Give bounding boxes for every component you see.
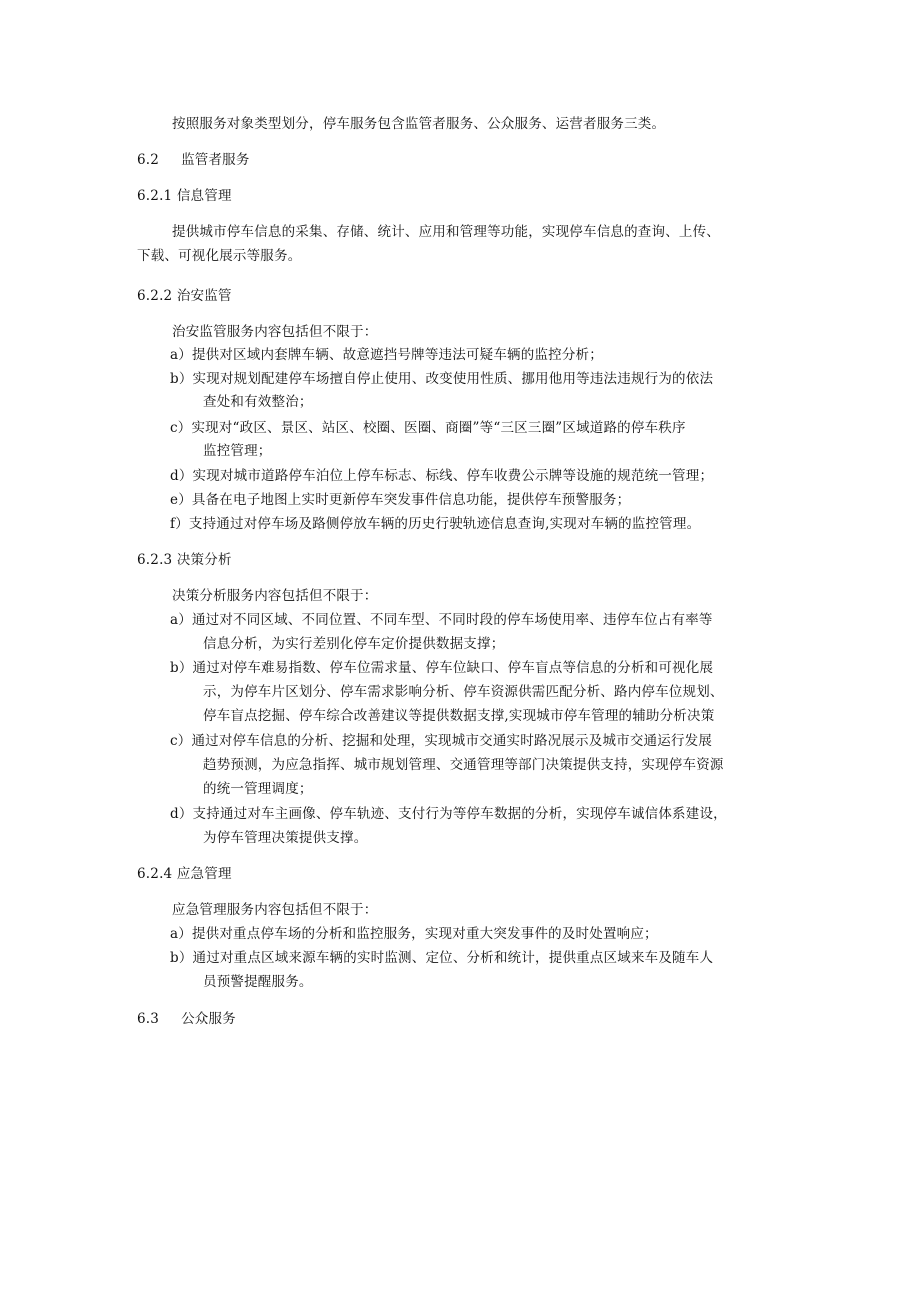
section-6-3-heading — [137, 1009, 236, 1029]
section-number: 6.3 — [137, 1011, 160, 1027]
intro-paragraph: 按照服务对象类型划分，停车服务包含监管者服务、公众服务、运营者服务三类。 — [172, 116, 666, 132]
section-6-2-3-heading: 6.2.3 决策分析 — [137, 552, 232, 568]
section-6-2-2-heading: 6.2.2 治安监管 — [137, 288, 232, 304]
section-6-2-1-heading: 6.2.1 信息管理 — [137, 188, 232, 204]
list-item: f）支持通过对停车场及路侧停放车辆的历史行驶轨迹信息查询,实现对车辆的监控管理。 — [170, 516, 701, 532]
list-item-continuation: 查处和有效整治； — [203, 394, 313, 410]
list-item: e）具备在电子地图上实时更新停车突发事件信息功能，提供停车预警服务； — [170, 492, 631, 508]
list-item: b）实现对规划配建停车场擅自停止使用、改变使用性质、挪用他用等违法违规行为的依法 — [170, 371, 714, 387]
list-item: d）支持通过对车主画像、停车轨迹、支付行为等停车数据的分析，实现停车诚信体系建设， — [170, 806, 727, 822]
list-item-continuation: 趋势预测，为应急指挥、城市规划管理、交通管理等部门决策提供支持，实现停车资源 — [203, 757, 724, 773]
list-item-continuation: 监控管理； — [203, 443, 272, 459]
list-lead: 治安监管服务内容包括但不限于： — [172, 324, 378, 340]
list-lead: 应急管理服务内容包括但不限于： — [172, 902, 378, 918]
list-item: a）通过对不同区域、不同位置、不同车型、不同时段的停车场使用率、违停车位占有率等 — [170, 612, 713, 628]
list-item: c）实现对“政区、景区、站区、校圈、医圈、商圈”等“三区三圈”区域道路的停车秩序 — [170, 420, 686, 436]
list-item: c）通过对停车信息的分析、挖掘和处理，实现城市交通实时路况展示及城市交通运行发展 — [170, 733, 713, 749]
list-item-continuation: 为停车管理决策提供支撑。 — [203, 830, 368, 846]
list-item-continuation: 停车盲点挖掘、停车综合改善建议等提供数据支撑,实现城市停车管理的辅助分析决策 — [203, 708, 715, 724]
list-item: d）实现对城市道路停车泊位上停车标志、标线、停车收费公示牌等设施的规范统一管理； — [170, 468, 714, 484]
paragraph-line: 下载、可视化展示等服务。 — [137, 248, 302, 264]
section-number: 6.2 — [137, 152, 160, 168]
list-item-continuation: 员预警提醒服务。 — [203, 974, 313, 990]
section-title: 监管者服务 — [181, 152, 250, 168]
section-6-2-heading — [137, 150, 250, 170]
list-item-continuation: 示，为停车片区划分、停车需求影响分析、停车资源供需匹配分析、路内停车位规划、 — [203, 684, 724, 700]
list-lead: 决策分析服务内容包括但不限于： — [172, 588, 378, 604]
paragraph-line: 提供城市停车信息的采集、存储、统计、应用和管理等功能，实现停车信息的查询、上传、 — [172, 224, 720, 240]
section-title: 公众服务 — [181, 1011, 236, 1027]
list-item-continuation: 的统一管理调度； — [203, 781, 313, 797]
section-6-2-4-heading: 6.2.4 应急管理 — [137, 866, 232, 882]
list-item-continuation: 信息分析，为实行差别化停车定价提供数据支撑； — [203, 636, 505, 652]
list-item: a）提供对重点停车场的分析和监控服务，实现对重大突发事件的及时处置响应； — [170, 926, 658, 942]
list-item: a）提供对区域内套牌车辆、故意遮挡号牌等违法可疑车辆的监控分析； — [170, 347, 603, 363]
list-item: b）通过对停车难易指数、停车位需求量、停车位缺口、停车盲点等信息的分析和可视化展 — [170, 660, 714, 676]
list-item: b）通过对重点区域来源车辆的实时监测、定位、分析和统计，提供重点区域来车及随车人 — [170, 950, 714, 966]
